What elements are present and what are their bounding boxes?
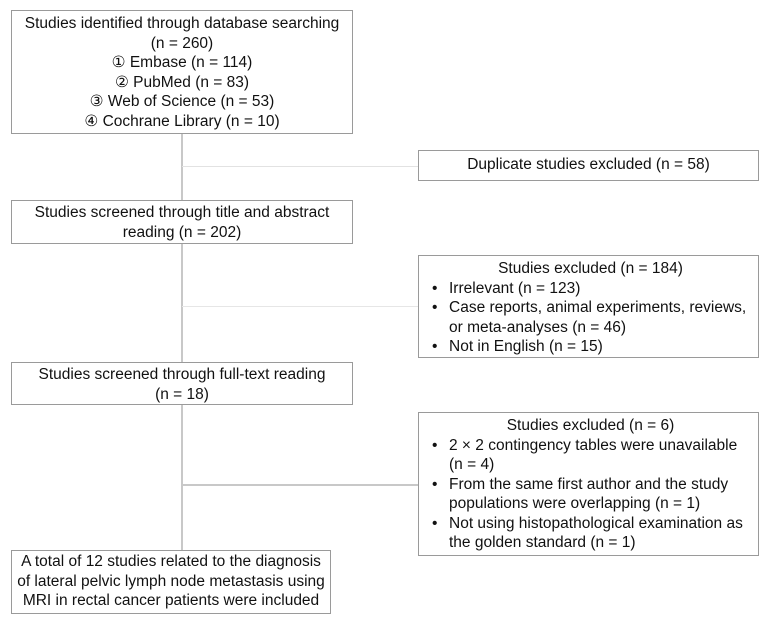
excluded1-box bbox=[418, 255, 759, 358]
excluded1-item: • Case reports, animal experiments, reviews, or meta-analyses (n = 46) bbox=[449, 298, 754, 337]
included-line2: of lateral pelvic lymph node metastasis using bbox=[17, 572, 325, 590]
fulltext-line1: Studies screened through full-text reading bbox=[38, 366, 326, 383]
identification-box bbox=[11, 10, 353, 134]
screening-box bbox=[11, 200, 353, 244]
connector-excluded2 bbox=[182, 484, 418, 486]
excluded2-item: • 2 × 2 contingency tables were unavailable (n = 4) bbox=[449, 436, 754, 475]
identification-count: (n = 260) bbox=[150, 34, 214, 52]
connector-duplicates bbox=[182, 166, 418, 167]
duplicates-box bbox=[418, 150, 759, 181]
excluded1-title: Studies excluded (n = 184) bbox=[498, 260, 683, 277]
excluded1-item: • Not in English (n = 15) bbox=[449, 337, 754, 357]
identification-title: Studies identified through database searching bbox=[24, 15, 340, 32]
screening-line1: Studies screened through title and abstract bbox=[34, 204, 330, 221]
main-connector bbox=[181, 133, 183, 550]
fulltext-box bbox=[11, 362, 353, 405]
source-embase: ① Embase (n = 114) bbox=[111, 54, 253, 71]
excluded2-box bbox=[418, 412, 759, 556]
connector-excluded1 bbox=[182, 306, 418, 307]
source-cochrane: ④ Cochrane Library (n = 10) bbox=[84, 112, 280, 130]
included-box bbox=[11, 550, 331, 614]
included-line3: MRI in rectal cancer patients were included bbox=[22, 592, 320, 609]
included-line1: A total of 12 studies related to the diagnosis bbox=[21, 553, 321, 570]
excluded2-title: Studies excluded (n = 6) bbox=[506, 417, 675, 434]
source-wos: ③ Web of Science (n = 53) bbox=[89, 93, 275, 110]
excluded1-item: • Irrelevant (n = 123) bbox=[449, 279, 754, 299]
excluded2-item: • From the same first author and the study populations were overlapping (n = 1) bbox=[449, 475, 754, 514]
screening-line2: reading (n = 202) bbox=[122, 223, 242, 241]
fulltext-line2: (n = 18) bbox=[155, 385, 209, 403]
excluded2-item: • Not using histopathological examination as the golden standard (n = 1) bbox=[449, 514, 754, 553]
source-pubmed: ② PubMed (n = 83) bbox=[114, 73, 250, 91]
duplicates-text: Duplicate studies excluded (n = 58) bbox=[467, 156, 710, 173]
